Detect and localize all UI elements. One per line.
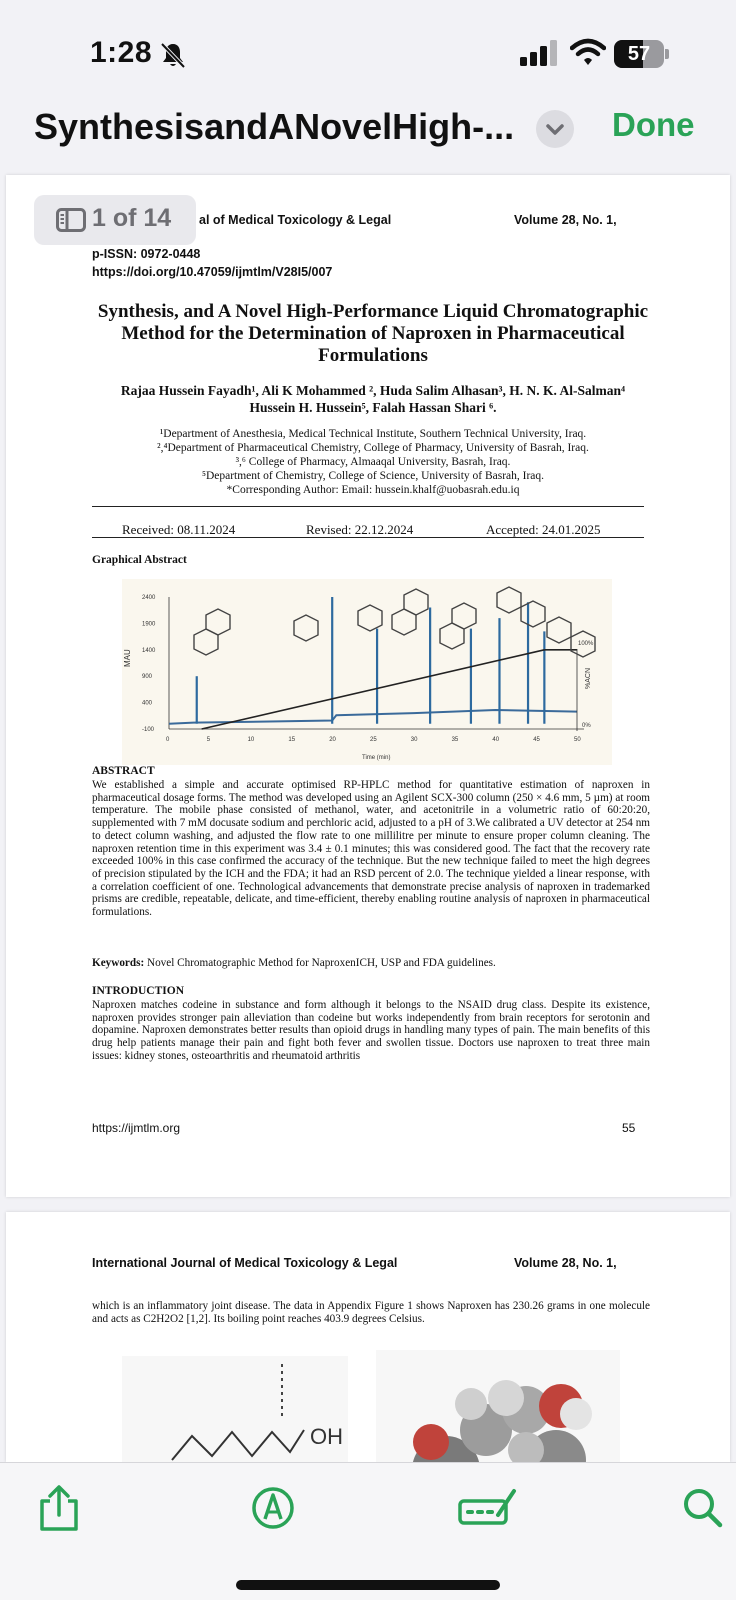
divider-bottom: [92, 537, 644, 538]
journal-volume: Volume 28, No. 1,: [514, 213, 617, 227]
x-tick-label: 5: [206, 737, 211, 743]
paper-title: Synthesis, and A Novel High-Performance Liquid Chromatographic Method for the Determination of Naproxen in Pharmaceutical Formulations: [97, 301, 649, 366]
divider-top: [92, 506, 644, 507]
naproxen-structure-figure: [122, 1356, 348, 1462]
document-title[interactable]: SynthesisandANovelHigh-...: [34, 106, 515, 147]
chevron-down-icon: [536, 110, 574, 148]
doi-link[interactable]: https://doi.org/10.47059/ijmtlm/V28I5/007: [92, 265, 333, 279]
journal-header-2: International Journal of Medical Toxicology & Legal: [92, 1256, 398, 1270]
journal-volume-2: Volume 28, No. 1,: [514, 1256, 617, 1270]
x-tick-label: 10: [247, 737, 255, 743]
title-menu-button[interactable]: [536, 110, 574, 148]
home-indicator[interactable]: [236, 1580, 500, 1590]
right-tick-100: 100%: [578, 641, 594, 647]
issn: p-ISSN: 0972-0448: [92, 247, 201, 261]
page-number: 55: [622, 1121, 636, 1135]
affiliation-1: ¹Department of Anesthesia, Medical Technical Institute, Southern Technical University, Iraq.: [159, 428, 587, 440]
battery-icon: [614, 40, 668, 68]
x-tick-label: 25: [370, 737, 377, 743]
abstract-text: We established a simple and accurate optimised RP-HPLC method for quantitative estimation of naproxen in pharmaceutical dosage forms. The method was developed using an Agilent SCX-300 column (250 × 4.6 mm, 5 µm) at room temperature. The mobile phase consisted of methanol, water, and acetonitrile in a volumetric ratio of 60:20:20, supplemented with 7 mM docusate sodium and perchloric acid, adjusted to a pH of 3.We calibrated a UV detector at 254 nm to detect column washing, and adjusted the flow rate to one millilitre per minute to ensure proper column cleaning. The naproxen retention time in this experiment was 3.4 ± 0.1 minutes; this was considered good. The fact that the recovery rate exceeded 100% in this case confirmed the accuracy of the technique. But the new technique failed to meet the high degrees of precision stipulated by the ICH and the FDA; it had an RSD percent of 2.0. The technique yielded a linear response, with a correlation coefficient of one. Technological advancements that demonstrate precise analysis of naproxen in trademarked prisms are credible, repeatable, delicate, and time-efficient, thereby enabling routine analysis of naproxen in pharmaceutical formulations.: [92, 779, 650, 919]
clock-time: 1:28: [90, 36, 153, 69]
space-filling-model-figure: [376, 1350, 620, 1462]
y-axis-label: MAU: [123, 649, 132, 667]
markup-icon[interactable]: [250, 1485, 296, 1531]
x-tick-label: 50: [574, 737, 581, 743]
nav-bar: [0, 100, 736, 172]
y-tick-label: -100: [142, 727, 155, 733]
battery-level: 57: [627, 43, 651, 65]
page-indicator[interactable]: [34, 195, 196, 245]
page-2-text: which is an inflammatory joint disease. The data in Appendix Figure 1 shows Naproxen has 230.26 grams in one molecule and acts as C2H2O2 [1,2]. Its boiling point reaches 403.9 degrees Celsius.: [92, 1300, 650, 1325]
affiliation-2: ²,⁴Department of Pharmaceutical Chemistry, College of Pharmacy, University of Basrah, Iraq.: [157, 442, 589, 454]
authors-line-1: Rajaa Hussein Fayadh¹, Ali K Mohammed ², Huda Salim Alhasan³, H. N. K. Al-Salman⁴: [120, 383, 626, 398]
affiliations: [92, 427, 654, 497]
received-date: Received: 08.11.2024: [122, 522, 236, 537]
journal-header: al of Medical Toxicology & Legal: [199, 213, 392, 227]
abstract-heading: ABSTRACT: [92, 765, 155, 777]
keywords-label: Keywords:: [92, 957, 145, 969]
pdf-page-1[interactable]: [6, 175, 730, 1197]
wifi-icon: [570, 38, 606, 66]
graphical-abstract-heading: Graphical Abstract: [92, 554, 187, 566]
y-tick-label: 400: [142, 700, 153, 707]
bottom-toolbar: [0, 1462, 736, 1600]
done-button[interactable]: Done: [612, 106, 695, 143]
bell-slash-icon: [158, 40, 188, 70]
share-icon[interactable]: [36, 1485, 82, 1531]
x-axis-label: Time (min): [362, 755, 391, 761]
footer-url[interactable]: https://ijmtlm.org: [92, 1121, 181, 1135]
status-bar: [0, 0, 736, 100]
page-indicator-label: 1 of 14: [92, 204, 172, 232]
structure-oh-label: OH: [310, 1424, 343, 1449]
authors: [92, 382, 654, 416]
x-tick-label: 20: [329, 737, 336, 743]
keywords: [92, 957, 650, 970]
search-icon[interactable]: [680, 1485, 726, 1531]
introduction-text: Naproxen matches codeine in substance and form although it belongs to the NSAID drug class. Despite its existence, naproxen provides stronger pain alleviation than codeine but works independently from brain receptors for serotonin and dopamine. Naproxen demonstrates better results than opioid drugs in handling many types of pain. The main benefits of this drug help patients manage their pain and fight both fever and swollen tissue. Doctors use naproxen to treat three main issues: kidney stones, osteoarthritis and rheumatoid arthritis: [92, 999, 650, 1062]
right-axis-label: %ACN: [585, 667, 592, 689]
accepted-date: Accepted: 24.01.2025: [486, 522, 601, 537]
introduction-heading: INTRODUCTION: [92, 985, 185, 997]
revised-date: Revised: 22.12.2024: [306, 522, 414, 537]
y-tick-label: 900: [142, 674, 153, 681]
y-tick-label: 2400: [142, 595, 156, 601]
signature-icon[interactable]: [458, 1485, 518, 1531]
chromatogram-figure: [122, 579, 612, 765]
y-tick-label: 1400: [142, 647, 156, 654]
x-tick-label: 35: [451, 737, 459, 743]
x-tick-label: 45: [533, 737, 540, 743]
cellular-signal-icon: [520, 40, 558, 66]
keywords-text: Novel Chromatographic Method for NaproxenICH, USP and FDA guidelines.: [147, 957, 496, 969]
x-tick-label: 15: [288, 737, 296, 743]
sidebar-icon: [56, 208, 86, 232]
affiliation-3: ³,⁶ College of Pharmacy, Almaaqal University, Basrah, Iraq.: [235, 456, 511, 468]
corresponding-author: *Corresponding Author: Email: hussein.khalf@uobasrah.edu.iq: [226, 484, 520, 496]
authors-line-2: Hussein H. Hussein⁵, Falah Hassan Shari ⁶.: [249, 400, 497, 415]
x-tick-label: 40: [492, 737, 500, 743]
y-tick-label: 1900: [142, 621, 156, 628]
pdf-page-2[interactable]: [6, 1212, 730, 1462]
x-tick-label: 0: [166, 737, 170, 743]
affiliation-4: ⁵Department of Chemistry, College of Science, University of Basrah, Iraq.: [201, 470, 545, 482]
x-tick-label: 30: [410, 737, 418, 743]
right-tick-0: 0%: [582, 723, 591, 729]
